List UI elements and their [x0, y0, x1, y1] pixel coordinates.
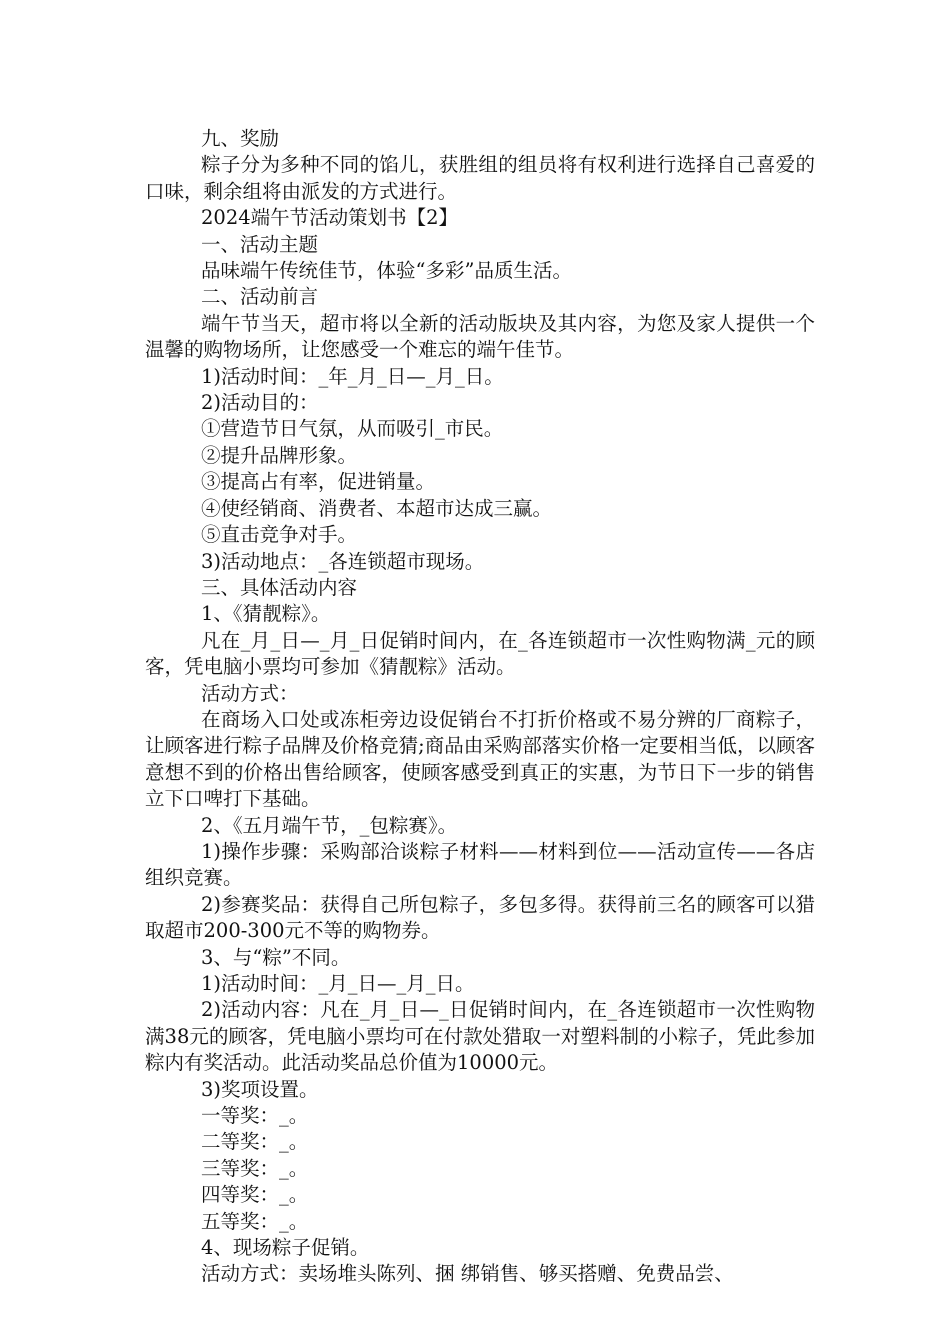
paragraph: 1)操作步骤：采购部洽谈粽子材料——材料到位——活动宣传——各店组织竞赛。	[145, 839, 815, 890]
paragraph: 在商场入口处或冻柜旁边设促销台不打折价格或不易分辨的厂商粽子，让顾客进行粽子品牌及价格竞猜;商品由采购部落实价格一定要相当低，以顾客意想不到的价格出售给顾客，使顾客感受到真正的实惠，为节日下一步的销售立下口啤打下基础。	[145, 707, 815, 811]
section-heading-preface: 二、活动前言	[201, 285, 319, 309]
paragraph: 2)活动内容：凡在_月_日—_日促销时间内，在_各连锁超市一次性购物满38元的顾客，凭电脑小票均可在付款处猎取一对塑料制的小粽子，凭此参加粽内有奖活动。此活动奖品总价值为10000元。	[145, 998, 815, 1075]
list-item: 一等奖：_。	[201, 1104, 309, 1128]
list-item: 2)活动目的：	[201, 391, 319, 415]
section-heading-theme: 一、活动主题	[201, 232, 319, 256]
document-title: 2024端午节活动策划书【2】	[201, 206, 459, 230]
section-heading-activities: 三、具体活动内容	[201, 575, 358, 599]
list-item: ④使经销商、消费者、本超市达成三赢。	[201, 496, 553, 520]
list-item: 四等奖：_。	[201, 1183, 309, 1207]
subsection-heading: 4、现场粽子促销。	[201, 1236, 370, 1260]
paragraph: 端午节当天，超市将以全新的活动版块及其内容，为您及家人提供一个温馨的购物场所，让您感受一个难忘的端午佳节。	[145, 311, 815, 362]
list-item: 1)活动时间：_年_月_日—_月_日。	[201, 364, 504, 388]
paragraph: 品味端午传统佳节，体验“多彩”品质生活。	[201, 259, 572, 283]
list-item: ⑤直击竞争对手。	[201, 523, 358, 547]
subsection-heading: 3、与“粽”不同。	[201, 945, 351, 969]
list-item: 3)活动地点：_各连锁超市现场。	[201, 549, 485, 573]
list-item: 3)奖项设置。	[201, 1077, 319, 1101]
list-item: 二等奖：_。	[201, 1130, 309, 1154]
document-body	[145, 126, 815, 1288]
section-heading-reward: 九、奖励	[201, 127, 280, 150]
paragraph: 凡在_月_日—_月_日促销时间内，在_各连锁超市一次性购物满_元的顾客，凭电脑小票均可参加《猜靓粽》活动。	[145, 628, 815, 679]
subsection-heading: 2、《五月端午节，_包粽赛》。	[201, 813, 458, 837]
list-item: ②提升品牌形象。	[201, 443, 358, 467]
paragraph: 活动方式：卖场堆头陈列、捆 绑销售、够买搭赠、免费品尝、	[201, 1262, 734, 1286]
list-item: 1)活动时间：_月_日—_月_日。	[201, 972, 475, 995]
list-item: 三等奖：_。	[201, 1156, 309, 1180]
list-item: 活动方式：	[201, 681, 299, 705]
list-item: ①营造节日气氛，从而吸引_市民。	[201, 417, 504, 441]
list-item: 五等奖：_。	[201, 1209, 309, 1233]
subsection-heading: 1、《猜靓粽》。	[201, 602, 331, 626]
paragraph: 粽子分为多种不同的馅儿，获胜组的组员将有权利进行选择自己喜爱的口味，剩余组将由派发的方式进行。	[145, 153, 815, 203]
list-item: ③提高占有率，促进销量。	[201, 470, 436, 494]
paragraph: 2)参赛奖品：获得自己所包粽子，多包多得。获得前三名的顾客可以猎取超市200-300元不等的购物券。	[145, 892, 815, 943]
